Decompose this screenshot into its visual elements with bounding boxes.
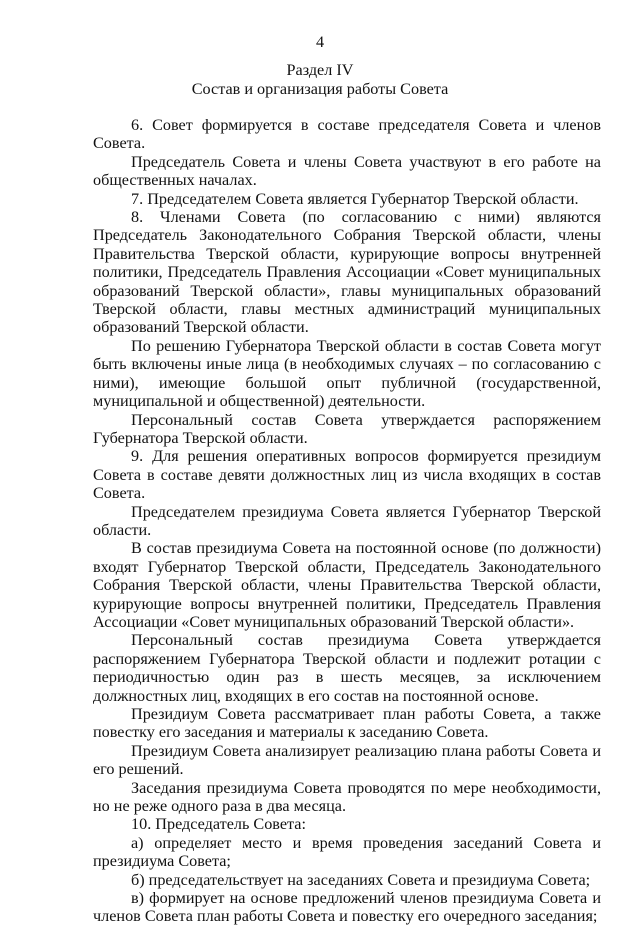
paragraph: 10. Председатель Совета: xyxy=(131,815,306,834)
paragraph: По решению Губернатора Тверской области в состав Совета могут быть включены иные лица (в необходимых случаях – по согласованию с ними), имеющие большой опыт публичной (государственной, муниципальной и общественной) деятельности. xyxy=(93,336,601,411)
section-heading xyxy=(0,61,640,98)
paragraph: Заседания президиума Совета проводятся по мере необходимости, но не реже одного раза в два месяца. xyxy=(93,778,601,816)
paragraph: а) определяет место и время проведения заседаний Совета и президиума Совета; xyxy=(93,833,601,871)
paragraph: 6. Совет формируется в составе председателя Совета и членов Совета. xyxy=(93,116,601,153)
paragraph: Президиум Совета рассматривает план работы Совета, а также повестку его заседания и материалы к заседанию Совета. xyxy=(93,705,601,742)
paragraph: В состав президиума Совета на постоянной основе (по должности) входят Губернатор Тверской области, Председатель Законодательного Собрания Тверской области, члены Правительства Тверской области, курирующие вопросы внутренней политики, Председатель Правления Ассоциации «Совет муниципальных образований Тверской области». xyxy=(93,539,601,631)
paragraph: в) формирует на основе предложений членов президиума Совета и членов Совета план работы Совета и повестку его очередного заседания; xyxy=(93,889,601,926)
paragraph: Персональный состав Совета утверждается распоряжением Губернатора Тверской области. xyxy=(93,410,601,447)
paragraph: 9. Для решения оперативных вопросов формируется президиум Совета в составе девяти должностных лиц из числа входящих в состав Совета. xyxy=(93,447,601,503)
paragraph: 7. Председателем Совета является Губернатор Тверской области. xyxy=(131,189,579,208)
page-number: 4 xyxy=(315,33,325,51)
paragraph: Персональный состав президиума Совета утверждается распоряжением Губернатора Тверской области и подлежит ротации с периодичностью один раз в шесть месяцев, за исключением должностных лиц, входящих в его состав на постоянной основе. xyxy=(93,631,601,705)
paragraph: 8. Членами Совета (по согласованию с ними) являются Председатель Законодательного Собрания Тверской области, члены Правительства Тверской области, курирующие вопросы внутренней политики, Председатель Правления Ассоциации «Совет муниципальных образований Тверской области», главы муниципальных образований Тверской области, главы местных администраций муниципальных образований Тверской области. xyxy=(93,208,601,337)
paragraph: Председателем президиума Совета является Губернатор Тверской области. xyxy=(93,502,601,539)
document-body xyxy=(93,116,601,926)
section-title: Состав и организация работы Совета xyxy=(191,79,449,98)
section-number: Раздел IV xyxy=(286,61,354,79)
paragraph: б) председательствует на заседаниях Совета и президиума Совета; xyxy=(131,870,591,889)
paragraph: Председатель Совета и члены Совета участвуют в его работе на общественных началах. xyxy=(93,152,601,190)
paragraph: Президиум Совета анализирует реализацию плана работы Совета и его решений. xyxy=(93,741,601,779)
